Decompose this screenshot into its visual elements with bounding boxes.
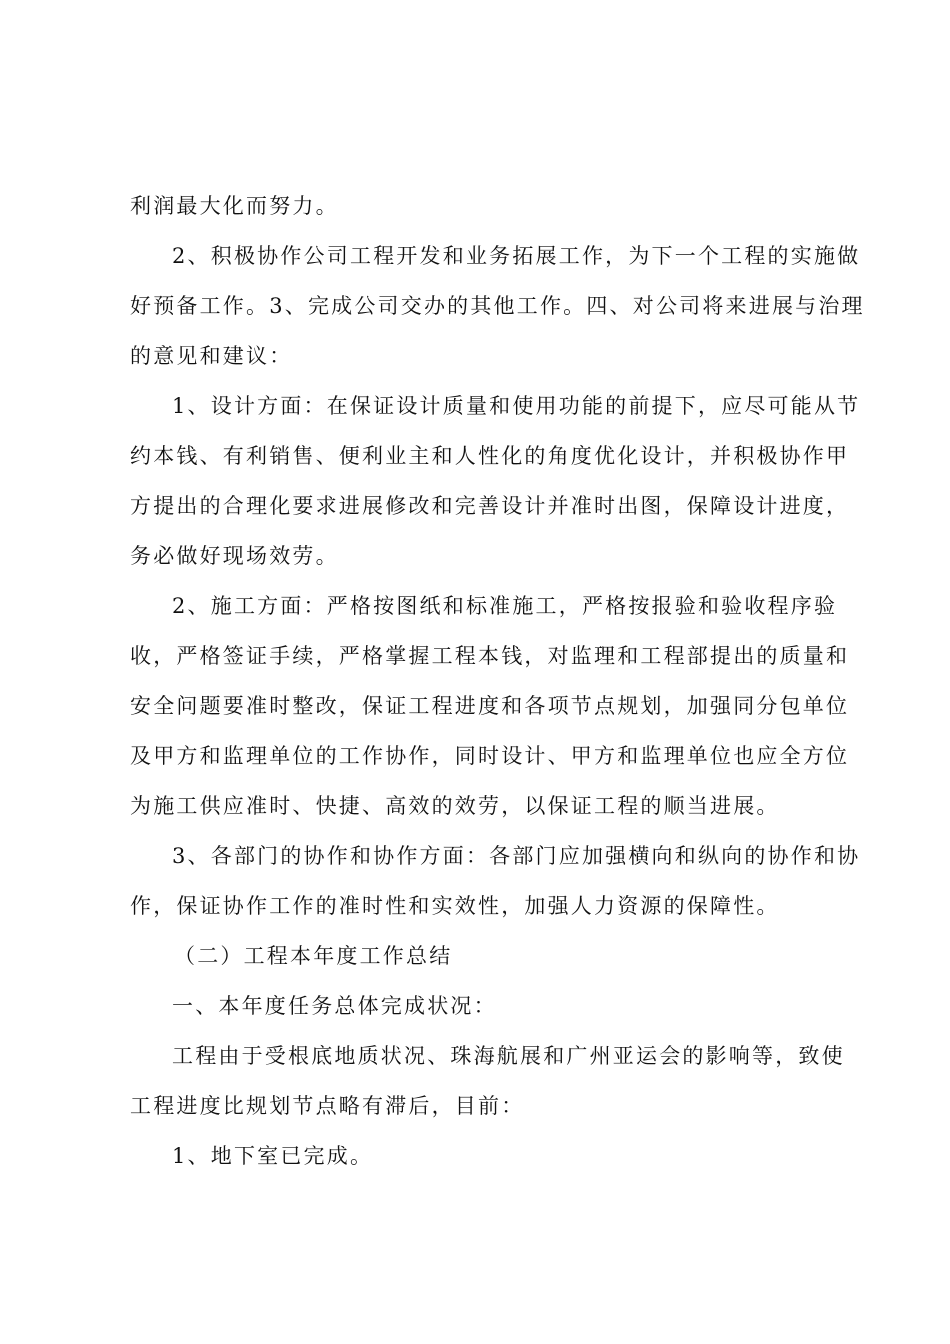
- paragraph-line: 1、设计方面：在保证设计质量和使用功能的前提下，应尽可能从节: [172, 394, 861, 418]
- paragraph-line: 及甲方和监理单位的工作协作，同时设计、甲方和监理单位也应全方位: [130, 744, 850, 768]
- section-subheading: 一、本年度任务总体完成状况：: [172, 994, 497, 1018]
- paragraph-line: 安全问题要准时整改，保证工程进度和各项节点规划，加强同分包单位: [130, 694, 850, 718]
- paragraph-line: 3、各部门的协作和协作方面：各部门应加强横向和纵向的协作和协: [172, 844, 861, 868]
- paragraph-line: 的意见和建议：: [130, 344, 293, 368]
- paragraph-line: 利润最大化而努力。: [130, 194, 339, 218]
- paragraph-line: 好预备工作。3、完成公司交办的其他工作。四、对公司将来进展与治理: [130, 294, 865, 318]
- paragraph-line: 工程进度比规划节点略有滞后，目前：: [130, 1094, 525, 1118]
- paragraph-line: 约本钱、有利销售、便利业主和人性化的角度优化设计，并积极协作甲: [130, 444, 850, 468]
- paragraph-line: 2、施工方面：严格按图纸和标准施工，严格按报验和验收程序验: [172, 594, 838, 618]
- paragraph-line: 收，严格签证手续，严格掌握工程本钱，对监理和工程部提出的质量和: [130, 644, 850, 668]
- paragraph-line: 1、地下室已完成。: [172, 1144, 374, 1168]
- section-heading: （二）工程本年度工作总结: [174, 944, 453, 968]
- paragraph-line: 务必做好现场效劳。: [130, 544, 339, 568]
- paragraph-line: 为施工供应准时、快捷、高效的效劳，以保证工程的顺当进展。: [130, 794, 780, 818]
- paragraph-line: 方提出的合理化要求进展修改和完善设计并准时出图，保障设计进度，: [130, 494, 850, 518]
- paragraph-line: 作，保证协作工作的准时性和实效性，加强人力资源的保障性。: [130, 894, 780, 918]
- paragraph-line: 工程由于受根底地质状况、珠海航展和广州亚运会的影响等，致使: [172, 1044, 845, 1068]
- paragraph-line: 2、积极协作公司工程开发和业务拓展工作，为下一个工程的实施做: [172, 244, 861, 268]
